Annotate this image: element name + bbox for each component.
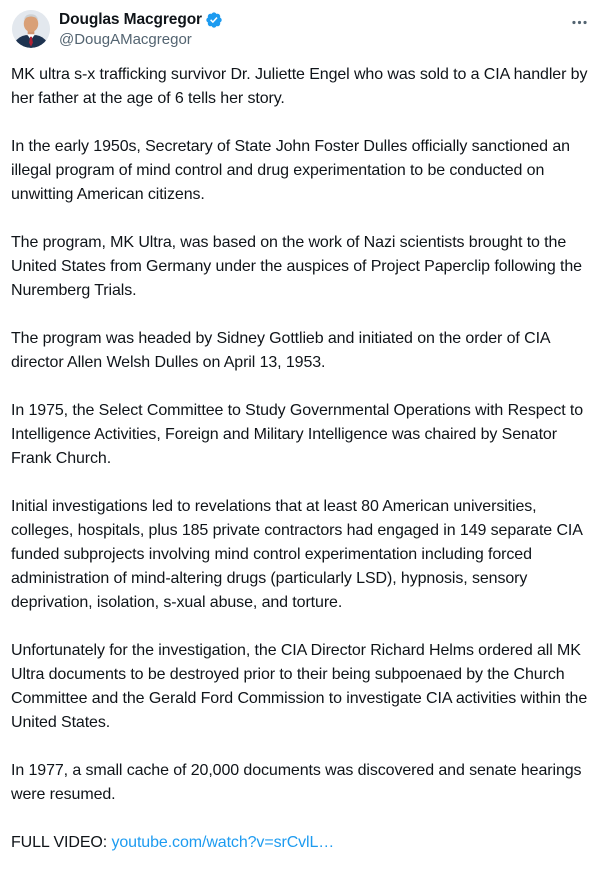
author-handle[interactable]: @DougAMacgregor <box>59 31 192 48</box>
avatar[interactable] <box>12 10 50 48</box>
tweet-paragraph-4: The program was headed by Sidney Gottlieb and initiated on the order of CIA director Allen Welsh Dulles on April 13, 1953. <box>11 330 550 371</box>
full-video-label: FULL VIDEO: <box>11 834 112 851</box>
avatar-image <box>12 10 50 48</box>
tweet-paragraph-5: In 1975, the Select Committee to Study Governmental Operations with Respect to Intelligence Activities, Foreign and Military Intelligence was chaired by Senator Frank Church. <box>11 402 584 467</box>
author-name-row <box>59 10 559 29</box>
youtube-link[interactable]: youtube.com/watch?v=srCvlL… <box>111 834 335 851</box>
tweet-paragraph-7: Unfortunately for the investigation, the CIA Director Richard Helms ordered all MK Ultra documents to be destroyed prior to their being subpoenaed by the Church Committee and the Gerald Ford Commission to investigate CIA activities within the United States. <box>11 642 588 731</box>
author-name[interactable]: Douglas Macgregor <box>59 11 202 28</box>
verified-icon <box>205 11 223 29</box>
tweet-paragraph-3: The program, MK Ultra, was based on the work of Nazi scientists brought to the United States from Germany under the auspices of Project Paperclip following the Nuremberg Trials. <box>11 234 582 299</box>
tweet-body <box>10 63 591 855</box>
tweet-paragraph-8: In 1977, a small cache of 20,000 documents was discovered and senate hearings were resumed. <box>11 762 582 803</box>
tweet-paragraph-2: In the early 1950s, Secretary of State John Foster Dulles officially sanctioned an illegal program of mind control and drug experimentation to be conducted on unwitting American citizens. <box>11 138 570 203</box>
tweet-paragraph-link-line <box>11 831 590 855</box>
more-options-button[interactable] <box>559 12 589 32</box>
more-options-icon <box>570 13 589 32</box>
tweet-paragraph-1: MK ultra s-x trafficking survivor Dr. Juliette Engel who was sold to a CIA handler by her father at the age of 6 tells her story. <box>11 66 588 107</box>
author-block <box>59 10 559 49</box>
tweet-header <box>10 8 591 49</box>
tweet-paragraph-6: Initial investigations led to revelations that at least 80 American universities, colleges, hospitals, plus 185 private contractors had engaged in 149 separate CIA funded subprojects involving mind control experimentation including forced administration of mind-altering drugs (particularly LSD), hypnosis, sensory deprivation, isolation, s-xual abuse, and torture. <box>11 498 582 611</box>
